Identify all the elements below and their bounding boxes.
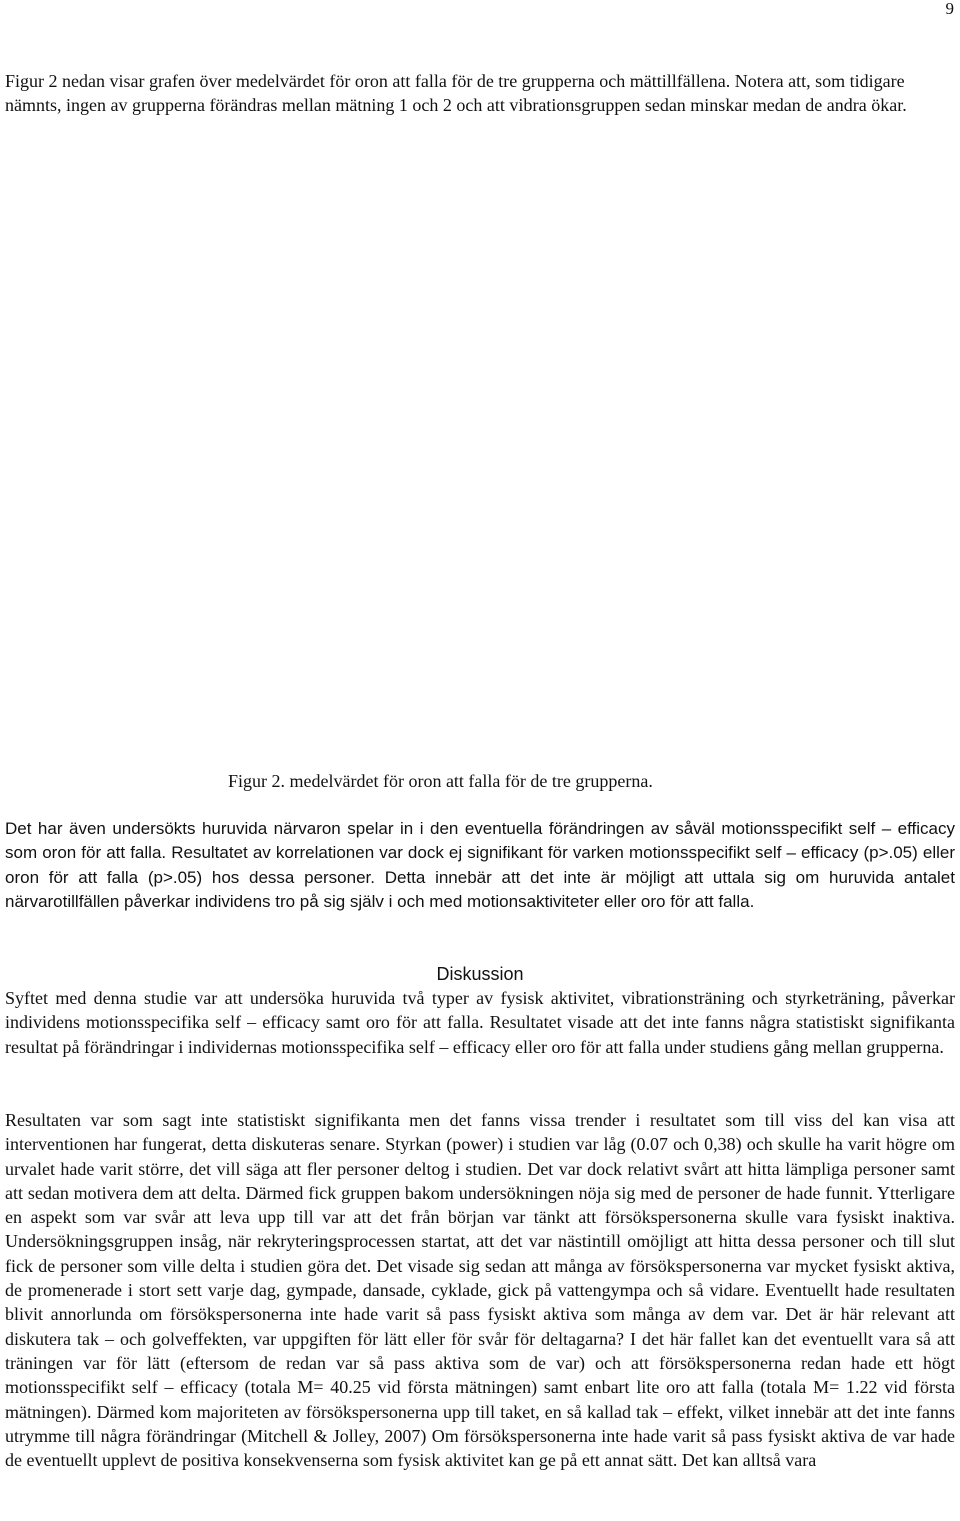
section-heading: Diskussion [436, 964, 524, 984]
discussion-paragraph-2: Resultaten var som sagt inte statistiskt signifikanta men det fanns vissa trender i resultatet som till viss del kan visa att interventionen har fungerat, detta diskuteras senare. Styrkan (power) i studien var låg (0.07 och 0,38) och skulle ha varit högre om urvalet hade varit större, det vill säga att fler personer deltog i studien. Det var dock relativt svårt att hitta lämpliga personer samt att sedan motivera dem att delta. Därmed fick gruppen bakom undersökningen nöja sig med de personer de hade funnit. Ytterligare en aspekt som var svår att leva upp till var att det från början var tänkt att försökspersonerna skulle vara fysiskt inaktiva. Undersökningsgruppen insåg, när rekryteringsprocessen startat, att det var nästintill omöjligt att hitta dessa personer och till slut fick de personer som ville delta i studien göra det. Det visade sig sedan att många av försökspersonerna var mycket fysiskt aktiva, de promenerade i stort sett varje dag, gympade, dansade, cyklade, gick på vattengympa och så vidare. Eventuellt hade resultaten blivit annorlunda om försökspersonerna inte hade varit så pass fysiskt aktiva som många av dem var. Det är här relevant att diskutera tak – och golveffekten, var uppgiften för lätt eller för svår för deltagarna? I det här fallet kan det eventuellt vara så att träningen var för lätt (eftersom de redan var så pass aktiva som de var) och att försökspersonerna redan hade ett högt motionsspecifikt self – efficacy (totala M= 40.25 vid första mätningen) samt enbart lite oro att falla (totala M= 1.22 vid första mätningen). Därmed kom majoriteten av försökspersonerna upp till taket, en så kallad tak – effekt, vilket innebär att det inte fanns utrymme till några förändringar (Mitchell & Jolley, 2007) Om försökspersonerna inte hade varit så pass fysiskt aktiva de var hade de eventuellt upplevt de positiva konsekvenserna som fysisk aktivitet kan ge på ett annat sätt. Det kan alltså vara [5, 1110, 955, 1471]
figure-placeholder [0, 150, 960, 750]
discussion-paragraph-1: Syftet med denna studie var att undersöka huruvida två typer av fysisk aktivitet, vibrationsträning och styrketräning, påverkar individens motionsspecifika self – efficacy samt oro för att falla. Resultatet visade att det inte fanns några statistiskt signifikanta resultat på förändringar i individernas motionsspecifika self – efficacy eller oro för att falla under studiens gång mellan grupperna. [5, 988, 955, 1057]
results-paragraph: Det har även undersökts huruvida närvaron spelar in i den eventuella förändringen av såväl motionsspecifikt self – efficacy som oron för att falla. Resultatet av korrelationen var dock ej signifikant för varken motionsspecifikt self – efficacy (p>.05) eller oron för att falla (p>.05) hos dessa personer. Detta innebär att det inte är möjligt att uttala sig om huruvida antalet närvarotillfällen påverkar individens tro på sig själv i och med motionsaktiviteter eller oro för att falla. [5, 819, 955, 911]
intro-paragraph: Figur 2 nedan visar grafen över medelvärdet för oron att falla för de tre grupperna och mättillfällena. Notera att, som tidigare nämnts, ingen av grupperna förändras mellan mätning 1 och 2 och att vibrationsgruppen sedan minskar medan de andra ökar. [5, 71, 907, 116]
page-number: 9 [945, 0, 954, 18]
figure-caption: Figur 2. medelvärdet för oron att falla för de tre grupperna. [228, 771, 653, 791]
